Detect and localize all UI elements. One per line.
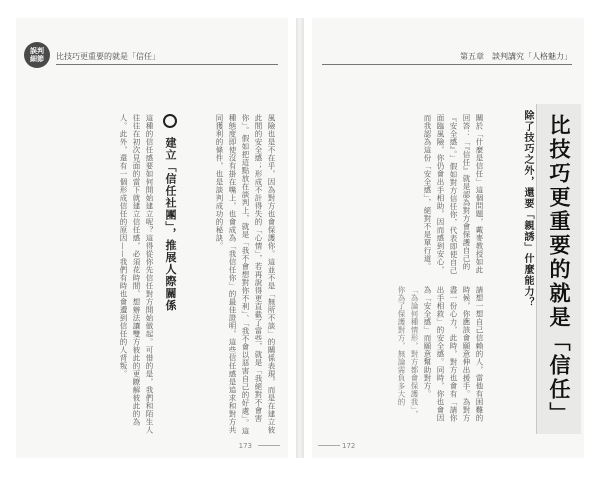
right-paragraph-1 — [336, 114, 486, 279]
chapter-subtitle: 除了技巧之外，還要「親誘」什麼能力？ — [522, 110, 533, 308]
right-page-number: 172 — [342, 442, 356, 450]
section-heading — [162, 114, 178, 354]
chapter-title: 比技巧更重要的就是「信任」 — [547, 114, 571, 426]
book-gutter — [296, 18, 304, 458]
left-paragraph-2 — [28, 114, 156, 436]
right-page-number-rule — [318, 445, 340, 446]
left-header-rule — [56, 64, 278, 65]
left-running-header: 比技巧更重要的就是「信任」 — [56, 52, 160, 61]
right-header-rule — [322, 64, 572, 65]
right-paragraph-1-text: 關於「什麼是信任」這個問題，戴麥教授如此回答：「『信任』就是認為對方會保護自己的『安全感』。」假如對方信任你，代表即使自己面臨風險，你仍會出手相助，因而感到安心，而我認為這份「安全感」，絕對不是單行道。 — [423, 114, 484, 275]
chapter-badge: 誤判 細節 — [24, 42, 50, 68]
right-running-header: 第五章 談判講究「人格魅力」 — [460, 52, 572, 61]
left-paragraph-2-text: 這種的信任感要如何開始建立呢？這得從你先信任對方開始做起。可惜的是，我們和陌生人往往在初次見面的當下就建立信任感，必須花時間、想辦法讓雙方彼此的更瞭解彼此的為人。此外，還有一個形成信任的原因——我們有時也會遭到信任的人背叛。 — [119, 114, 154, 434]
right-paragraph-2 — [336, 286, 486, 426]
right-paragraph-2-text: 請想一想自己信賴的人，當他有困難的時候，你應該會願意伸出援手。為對方盡一份心力，此時，對方也會有「請你出手相救」的安全感。同時，你也會因為「安全感」而願意幫助對方。 — [423, 286, 484, 422]
left-paragraph-1-text: 風險也是不在乎，因為對方也會保護你。這並不是「無所不談」的關係表現，而是在建立彼此間的安全感；形成不計得失的「心情」，若再說得更直截了當些，就是「我絕對不會害你」。假如把這點放在談判上，就是「我不會想對你不利」、「我不會以惡害自己的好處」。這種態度即使沒有掛在嘴上，也會成為「我信任你」的最佳證明，這些信任感是追求和對方共同獲利的條件，也是談判成功的秘訣。 — [215, 114, 276, 435]
section-heading-text: 建立「信任社團」，推展人際關係 — [164, 136, 177, 312]
left-paragraph-1 — [178, 114, 278, 436]
left-page-number: 173 — [238, 442, 252, 450]
circle-bullet-icon — [163, 114, 177, 128]
right-page — [312, 18, 584, 458]
right-quote-text: 「為論何種情形，對方都會保護我」，你為了保護對方，無論需負多大的 — [397, 286, 419, 419]
left-page-number-rule — [258, 445, 280, 446]
left-page — [16, 18, 288, 458]
